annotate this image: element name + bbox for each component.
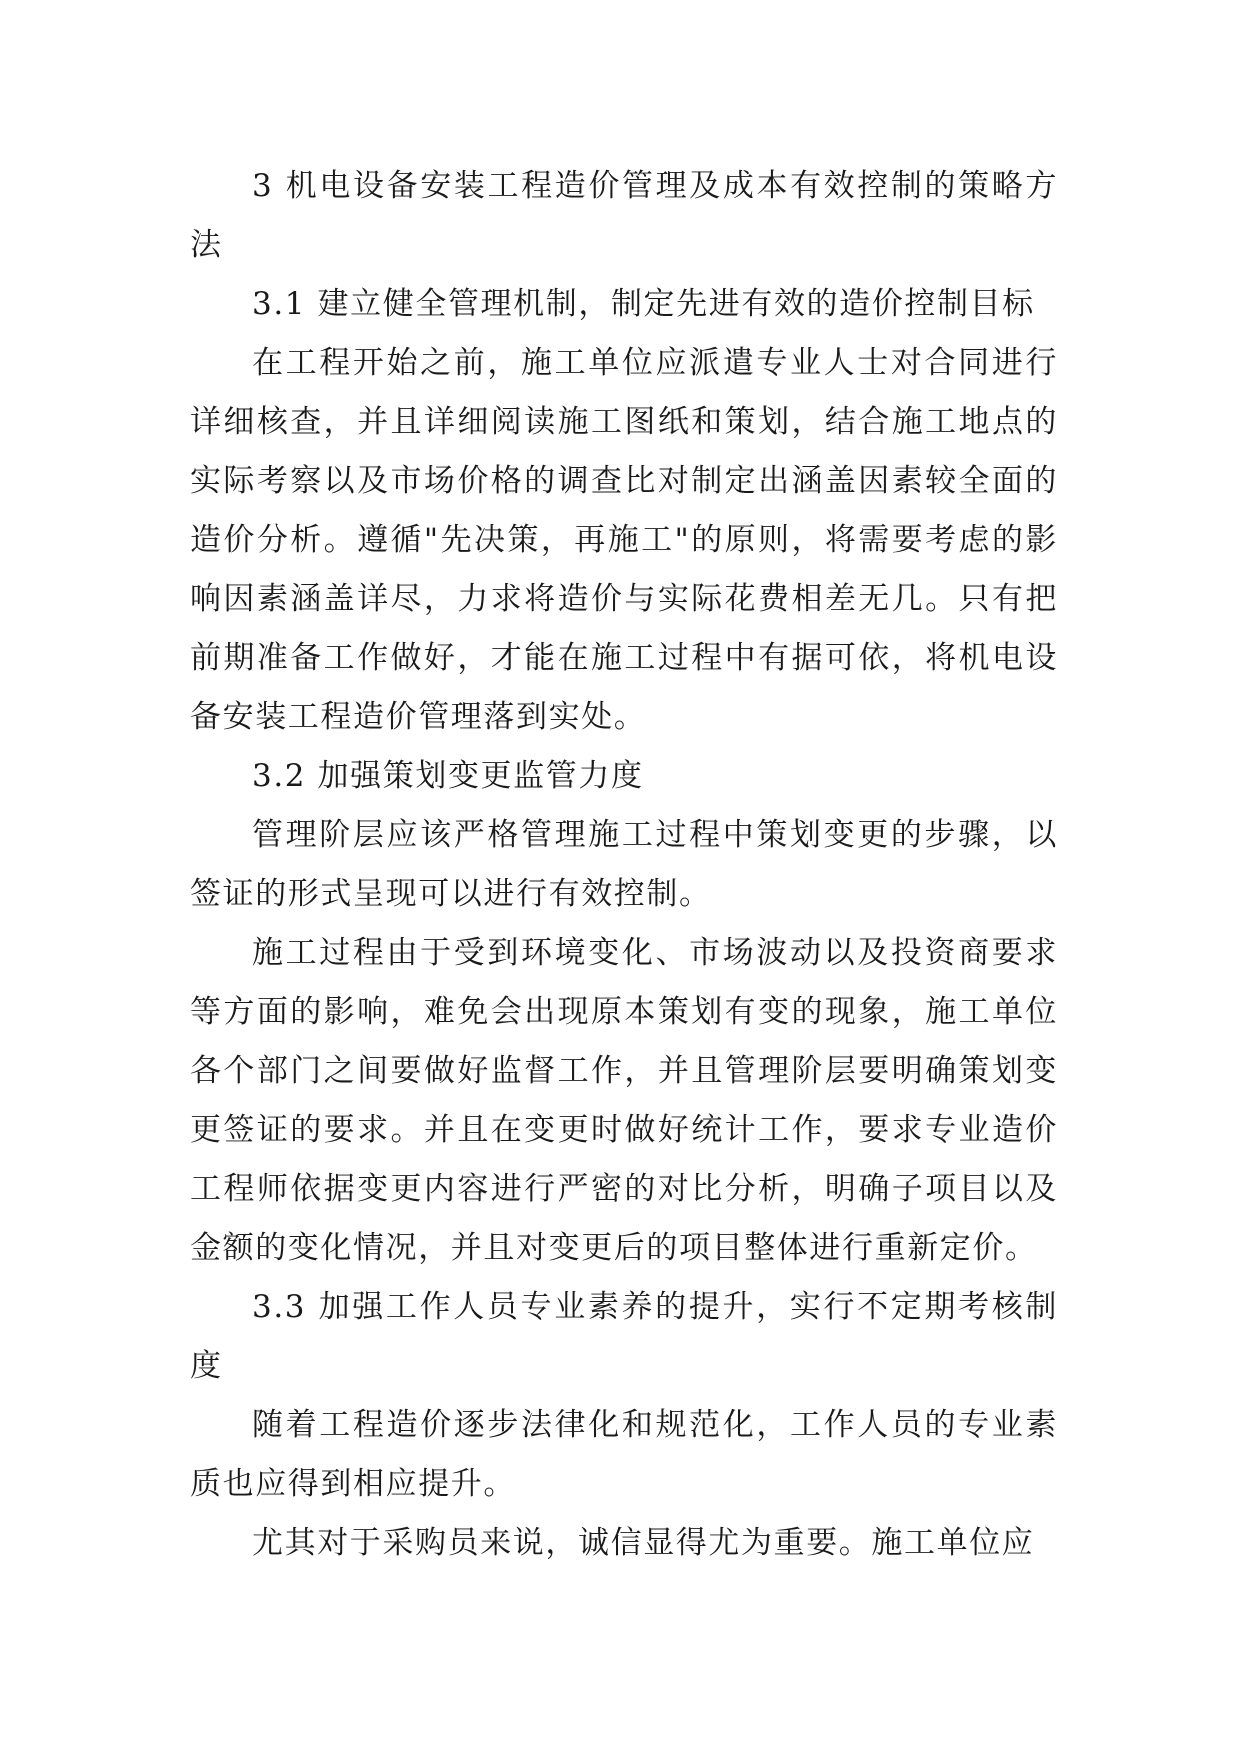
body-paragraph: 管理阶层应该严格管理施工过程中策划变更的步骤，以签证的形式呈现可以进行有效控制。 [190, 817, 1058, 912]
subsection-heading-3-2: 3.2 加强策划变更监管力度 [252, 758, 644, 794]
body-paragraph: 施工过程由于受到环境变化、市场波动以及投资商要求等方面的影响，难免会出现原本策划有变的现象，施工单位各个部门之间要做好监督工作，并且管理阶层要明确策划变更签证的要求。并且在变更时做好统计工作，要求专业造价工程师依据变更内容进行严密的对比分析，明确子项目以及金额的变化情况，并且对变更后的项目整体进行重新定价。 [190, 935, 1058, 1266]
document-body [190, 157, 1058, 1573]
body-paragraph: 随着工程造价逐步法律化和规范化，工作人员的专业素质也应得到相应提升。 [190, 1407, 1058, 1502]
section-heading-3: 3 机电设备安装工程造价管理及成本有效控制的策略方法 [190, 168, 1058, 263]
body-paragraph: 尤其对于采购员来说，诚信显得尤为重要。施工单位应 [252, 1525, 1035, 1561]
body-paragraph: 在工程开始之前，施工单位应派遣专业人士对合同进行详细核查，并且详细阅读施工图纸和策划，结合施工地点的实际考察以及市场价格的调查比对制定出涵盖因素较全面的造价分析。遵循"先决策，再施工"的原则，将需要考虑的影响因素涵盖详尽，力求将造价与实际花费相差无几。只有把前期准备工作做好，才能在施工过程中有据可依，将机电设备安装工程造价管理落到实处。 [190, 345, 1058, 735]
subsection-heading-3-1: 3.1 建立健全管理机制，制定先进有效的造价控制目标 [252, 286, 1035, 322]
subsection-heading-3-3: 3.3 加强工作人员专业素养的提升，实行不定期考核制度 [190, 1289, 1058, 1384]
